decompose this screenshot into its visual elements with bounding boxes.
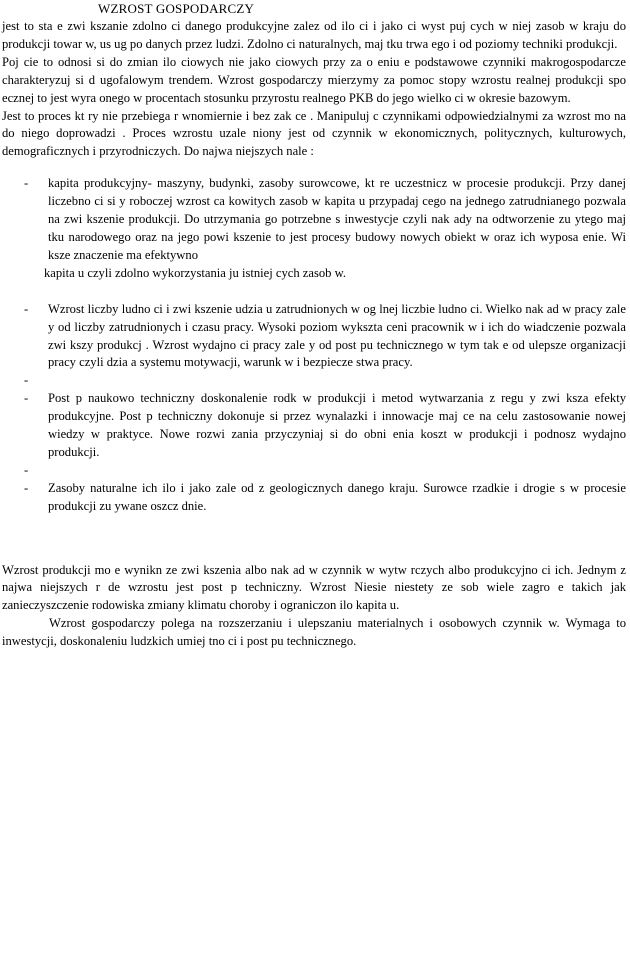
list-item bbox=[2, 480, 626, 516]
list-item-text: Zasoby naturalne ich ilo i jako zale od z geologicznych danego kraju. Surowce rzadkie i drogie s w procesie produkcji zu ywane oszcz dnie. bbox=[48, 480, 626, 513]
list-item-continuation: kapita u czyli zdolno wykorzystania ju istniej cych zasob w. bbox=[44, 265, 347, 280]
intro-paragraph: jest to sta e zwi kszanie zdolno ci danego produkcyjne zalez od ilo ci i jako ci wyst puj cych w niej zasob w kraju do produkcji towar w, us ug po danych przez ludzi. Zdolno ci naturalnych, maj tku trwa ego i od poziomy techniki produkcji. bbox=[2, 19, 626, 51]
intro-paragraph: Jest to proces kt ry nie przebiega r wnomiernie i bez zak ce . Manipuluj c czynnikami odpowiedzialnymi za wzrost mo na do niego doprowadzi . Proces wzrostu uzale niony jest od czynnik w ekonomicznych, politycznych, kulturowych, demograficznych i przyrodniczych. Do najwa niejszych nale : bbox=[2, 108, 626, 159]
list-item bbox=[2, 390, 626, 462]
list-item bbox=[2, 301, 626, 373]
closing-paragraph: Wzrost gospodarczy polega na rozszerzaniu i ulepszaniu materialnych i osobowych czynnik w. Wymaga to inwestycji, doskonaleniu ludzkich umiej tno ci i post pu technicznego. bbox=[2, 616, 626, 649]
list-dash: - bbox=[24, 373, 29, 388]
intro-paragraph: Poj cie to odnosi si do zmian ilo ciowych nie jako ciowych przy za o eniu e podstawowe czynniki makrogospodarcze charakteryzuj si d ugofalowym trendem. Wzrost gospodarczy mierzymy za pomoc stopy wzrostu realnej produkcji spo ecznej to jest wyra onego w procentach stosunku przyrostu realnego PKB do jego wielko ci w okresie bazowym. bbox=[2, 54, 626, 105]
document-title: WZROST GOSPODARCZY bbox=[98, 1, 255, 16]
list-item bbox=[2, 175, 626, 282]
list-item-text: kapita produkcyjny- maszyny, budynki, zasoby surowcowe, kt re uczestnicz w procesie produkcji. Przy danej liczebno ci si y roboczej wzrost ca kowitych zasob w kapita u przypadaj cego na jednego zatrudnianego pozwala na zwi kszenie produkcji. Do utrzymania go potrzebne s inwestycje czyli nak ady na odtworzenie zu ytego maj tku narodowego oraz na jego powi kszenie to jest procesy budowy nowych obiekt w oraz ich wyposa enie. Wi ksze znaczenie ma efektywno bbox=[48, 176, 626, 262]
list-item-text: Wzrost liczby ludno ci i zwi kszenie udzia u zatrudnionych w og lnej liczbie ludno ci. Wielko nak ad w pracy zale y od liczby zatrudnionych i czasu pracy. Wysoki poziom wykszta ceni pracownik w i ich do wiadczenie pozwala zwi kszy produkcj . Wzrost wydajno ci pracy zale y od post pu technicznego w tym tak e od ulepsze organizacji pracy czyli dzia a systemu motywacji, warunk w i bezpiecze stwa pracy. bbox=[48, 301, 626, 370]
list-dash: - bbox=[24, 301, 29, 316]
factors-list bbox=[2, 175, 626, 515]
list-dash: - bbox=[24, 176, 29, 191]
closing-paragraph: Wzrost produkcji mo e wynikn ze zwi kszenia albo nak ad w czynnik w wytw rczych albo produkcyjno ci ich. Jednym z najwa niejszych r de wzrostu jest post p techniczny. Wzrost Niesie niestety ze sob wiele zagro e takich jak zanieczyszczenie rodowiska zmiany klimatu choroby i ograniczon ilo kapita u. bbox=[2, 562, 626, 613]
list-item-text: Post p naukowo techniczny doskonalenie rodk w produkcji i metod wytwarzania z regu y zwi ksza efekty produkcyjne. Post p techniczny dokonuje si przez wynalazki i innowacje maj ce na celu zastosowanie nowej wiedzy w praktyce. Nowe rozwi zania przyczyniaj si do obni enia koszt w produkcji i podnosz wydajno produkcji. bbox=[48, 391, 626, 459]
list-dash: - bbox=[24, 391, 29, 406]
list-dash: - bbox=[24, 462, 29, 477]
list-dash: - bbox=[24, 480, 29, 495]
list-item bbox=[2, 372, 626, 390]
list-item bbox=[2, 462, 626, 480]
